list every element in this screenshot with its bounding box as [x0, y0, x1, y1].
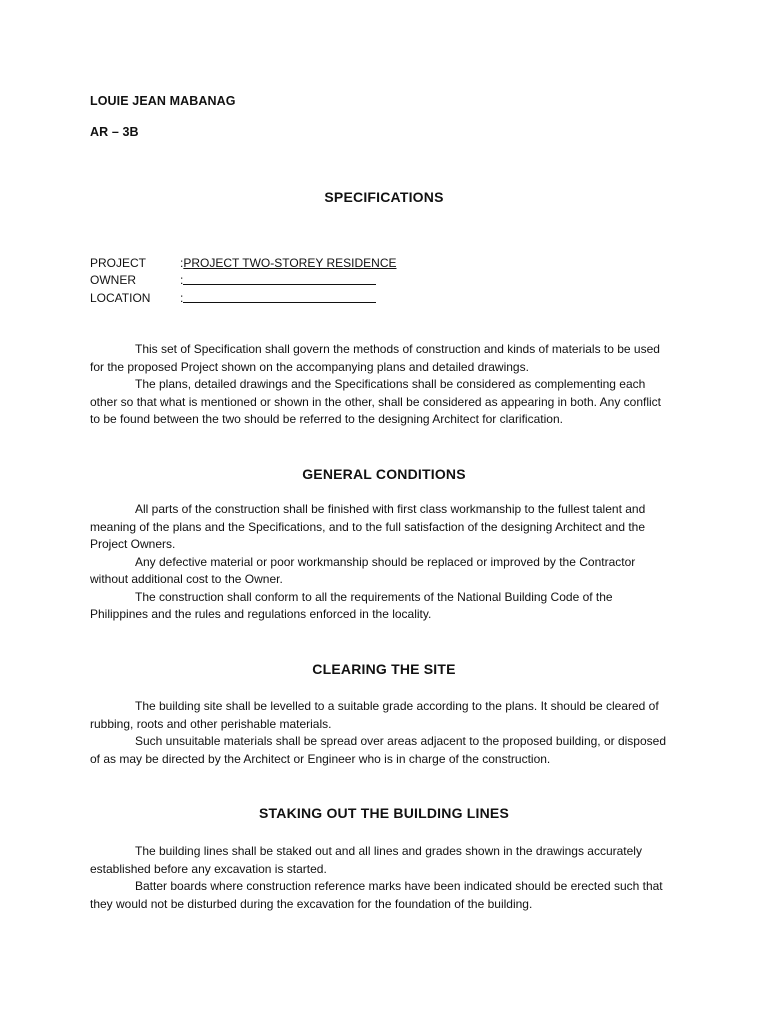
staking-out-paragraph: Batter boards where construction reference marks have been indicated should be erected such that they would not be disturbed during the excavation for the foundation of the building.	[90, 879, 663, 911]
owner-colon: :	[180, 273, 184, 287]
staking-out-paragraphs	[90, 843, 673, 913]
owner-label: OWNER	[90, 273, 136, 287]
intro-paragraphs	[90, 341, 673, 429]
general-conditions-paragraphs	[90, 501, 673, 624]
project-label: PROJECT	[90, 256, 147, 270]
general-conditions-heading: GENERAL CONDITIONS	[302, 466, 466, 482]
project-row	[90, 255, 397, 271]
general-conditions-paragraph: All parts of the construction shall be finished with first class workmanship to the fullest talent and meaning of the plans and the Specifications, and to the full satisfaction of the designing Architect and the Project Owners.	[90, 502, 646, 551]
general-conditions-paragraph: Any defective material or poor workmanship should be replaced or improved by the Contractor without additional cost to the Owner.	[90, 554, 636, 586]
clearing-site-paragraph: Such unsuitable materials shall be spread over areas adjacent to the proposed building, or disposed of as may be directed by the Architect or Engineer who is in charge of the construction.	[90, 734, 666, 766]
project-value: PROJECT TWO-STOREY RESIDENCE	[183, 256, 397, 270]
owner-row	[90, 272, 376, 288]
clearing-site-paragraph: The building site shall be levelled to a suitable grade according to the plans. It should be cleared of rubbing, roots and other perishable materials.	[90, 699, 659, 731]
owner-blank-line	[183, 272, 376, 285]
location-blank-line	[183, 290, 376, 303]
location-row	[90, 290, 376, 306]
author-name: LOUIE JEAN MABANAG	[90, 94, 236, 108]
clearing-site-paragraphs	[90, 698, 673, 768]
location-colon: :	[180, 291, 184, 305]
intro-paragraph: This set of Specification shall govern the methods of construction and kinds of materials to be used for the proposed Project shown on the accompanying plans and detailed drawings.	[90, 342, 660, 374]
staking-out-heading: STAKING OUT THE BUILDING LINES	[259, 805, 509, 821]
location-label: LOCATION	[90, 291, 151, 305]
class-section: AR – 3B	[90, 125, 139, 139]
clearing-site-heading: CLEARING THE SITE	[312, 661, 456, 677]
staking-out-paragraph: The building lines shall be staked out and all lines and grades shown in the drawings accurately established before any excavation is started.	[90, 844, 642, 876]
general-conditions-paragraph: The construction shall conform to all the requirements of the National Building Code of the Philippines and the rules and regulations enforced in the locality.	[90, 589, 613, 621]
page-title: SPECIFICATIONS	[324, 189, 444, 205]
project-colon: :	[180, 256, 184, 270]
intro-paragraph: The plans, detailed drawings and the Specifications shall be considered as complementing each other so that what is mentioned or shown in the other, shall be considered as appearing in both. Any conflict to be found between the two should be referred to the designing Architect for clarification.	[90, 377, 662, 426]
